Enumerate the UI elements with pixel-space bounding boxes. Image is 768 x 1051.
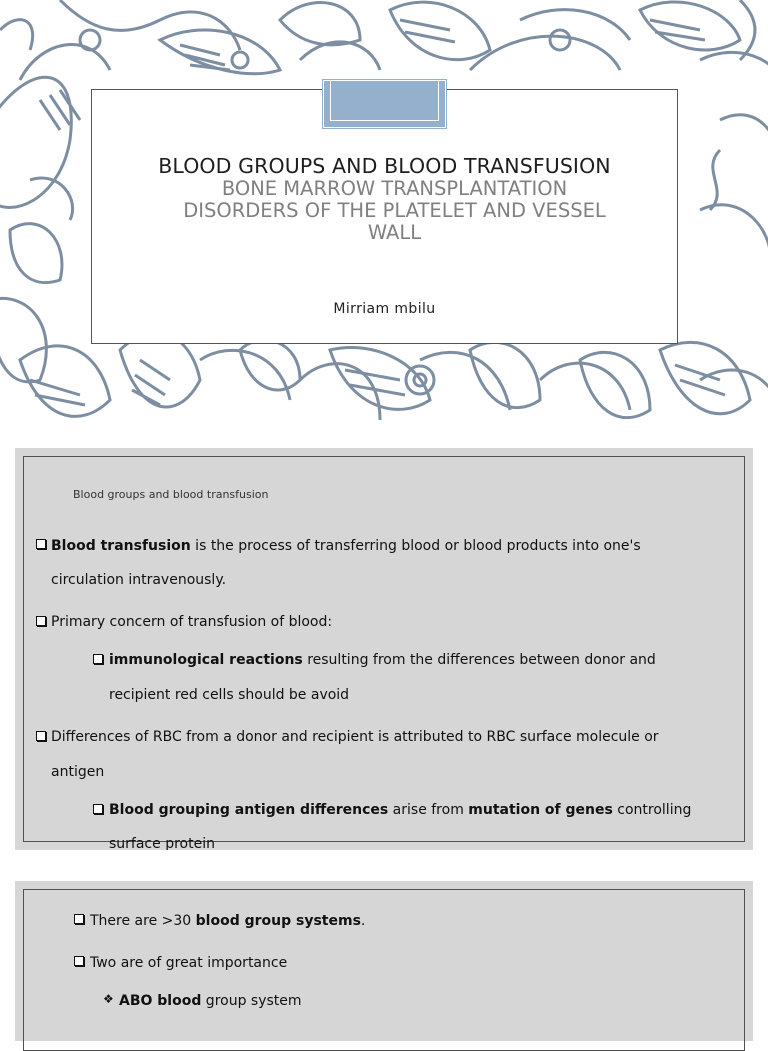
bullet-text: controlling: [612, 802, 692, 818]
bullet-continuation: recipient red cells should be avoid: [109, 687, 350, 703]
square-bullet-icon: [93, 654, 103, 664]
bold-term: Blood transfusion: [51, 538, 191, 554]
bullet-continuation: surface protein: [109, 836, 215, 850]
bold-term: immunological reactions: [109, 652, 303, 668]
content-slide-2: [15, 881, 753, 1041]
bullet-item: Primary concern of transfusion of blood:: [51, 614, 333, 630]
bullet-text: arise from: [388, 802, 469, 818]
sub-bullet-item: [109, 643, 656, 677]
bullet-text: resulting from the differences between donor and: [302, 652, 656, 668]
bullet-item: [90, 904, 365, 938]
accent-bar: [323, 80, 446, 128]
presentation-title: BLOOD GROUPS AND BLOOD TRANSFUSION: [158, 154, 611, 178]
presentation-subtitle: [132, 178, 657, 244]
square-bullet-icon: [74, 914, 84, 924]
subtitle-line: DISORDERS OF THE PLATELET AND VESSEL: [183, 199, 606, 222]
bold-term: blood group systems: [195, 913, 361, 929]
bold-term: ABO blood: [119, 993, 202, 1009]
square-bullet-icon: [74, 956, 84, 966]
subtitle-line: WALL: [367, 221, 422, 244]
bold-term: mutation of genes: [468, 802, 613, 818]
bullet-continuation: antigen: [51, 764, 105, 780]
square-bullet-icon: [36, 731, 46, 741]
square-bullet-icon: [93, 804, 103, 814]
square-bullet-icon: [36, 616, 46, 626]
bullet-item: Differences of RBC from a donor and recipient is attributed to RBC surface molecule or: [51, 729, 659, 745]
slide-heading: Blood groups and blood transfusion: [73, 488, 269, 501]
bullet-text: There are >30: [90, 913, 196, 929]
bold-term: Blood grouping antigen differences: [109, 802, 389, 818]
sub-bullet-item: [109, 793, 691, 827]
bullet-text: .: [360, 913, 366, 929]
author-name: Mirriam mbilu: [333, 301, 436, 317]
sub-bullet-item: [119, 984, 302, 1018]
bullet-item: [51, 529, 641, 563]
bullet-text: is the process of transferring blood or blood products into one's: [190, 538, 641, 554]
subtitle-line: BONE MARROW TRANSPLANTATION: [221, 177, 568, 200]
title-slide: [0, 0, 768, 432]
diamond-bullet-icon: ❖: [103, 992, 114, 1006]
bullet-text: group system: [201, 993, 302, 1009]
content-slide-1: [15, 448, 753, 850]
bullet-item: Two are of great importance: [90, 955, 288, 971]
bullet-continuation: circulation intravenously.: [51, 572, 227, 588]
square-bullet-icon: [36, 539, 46, 549]
